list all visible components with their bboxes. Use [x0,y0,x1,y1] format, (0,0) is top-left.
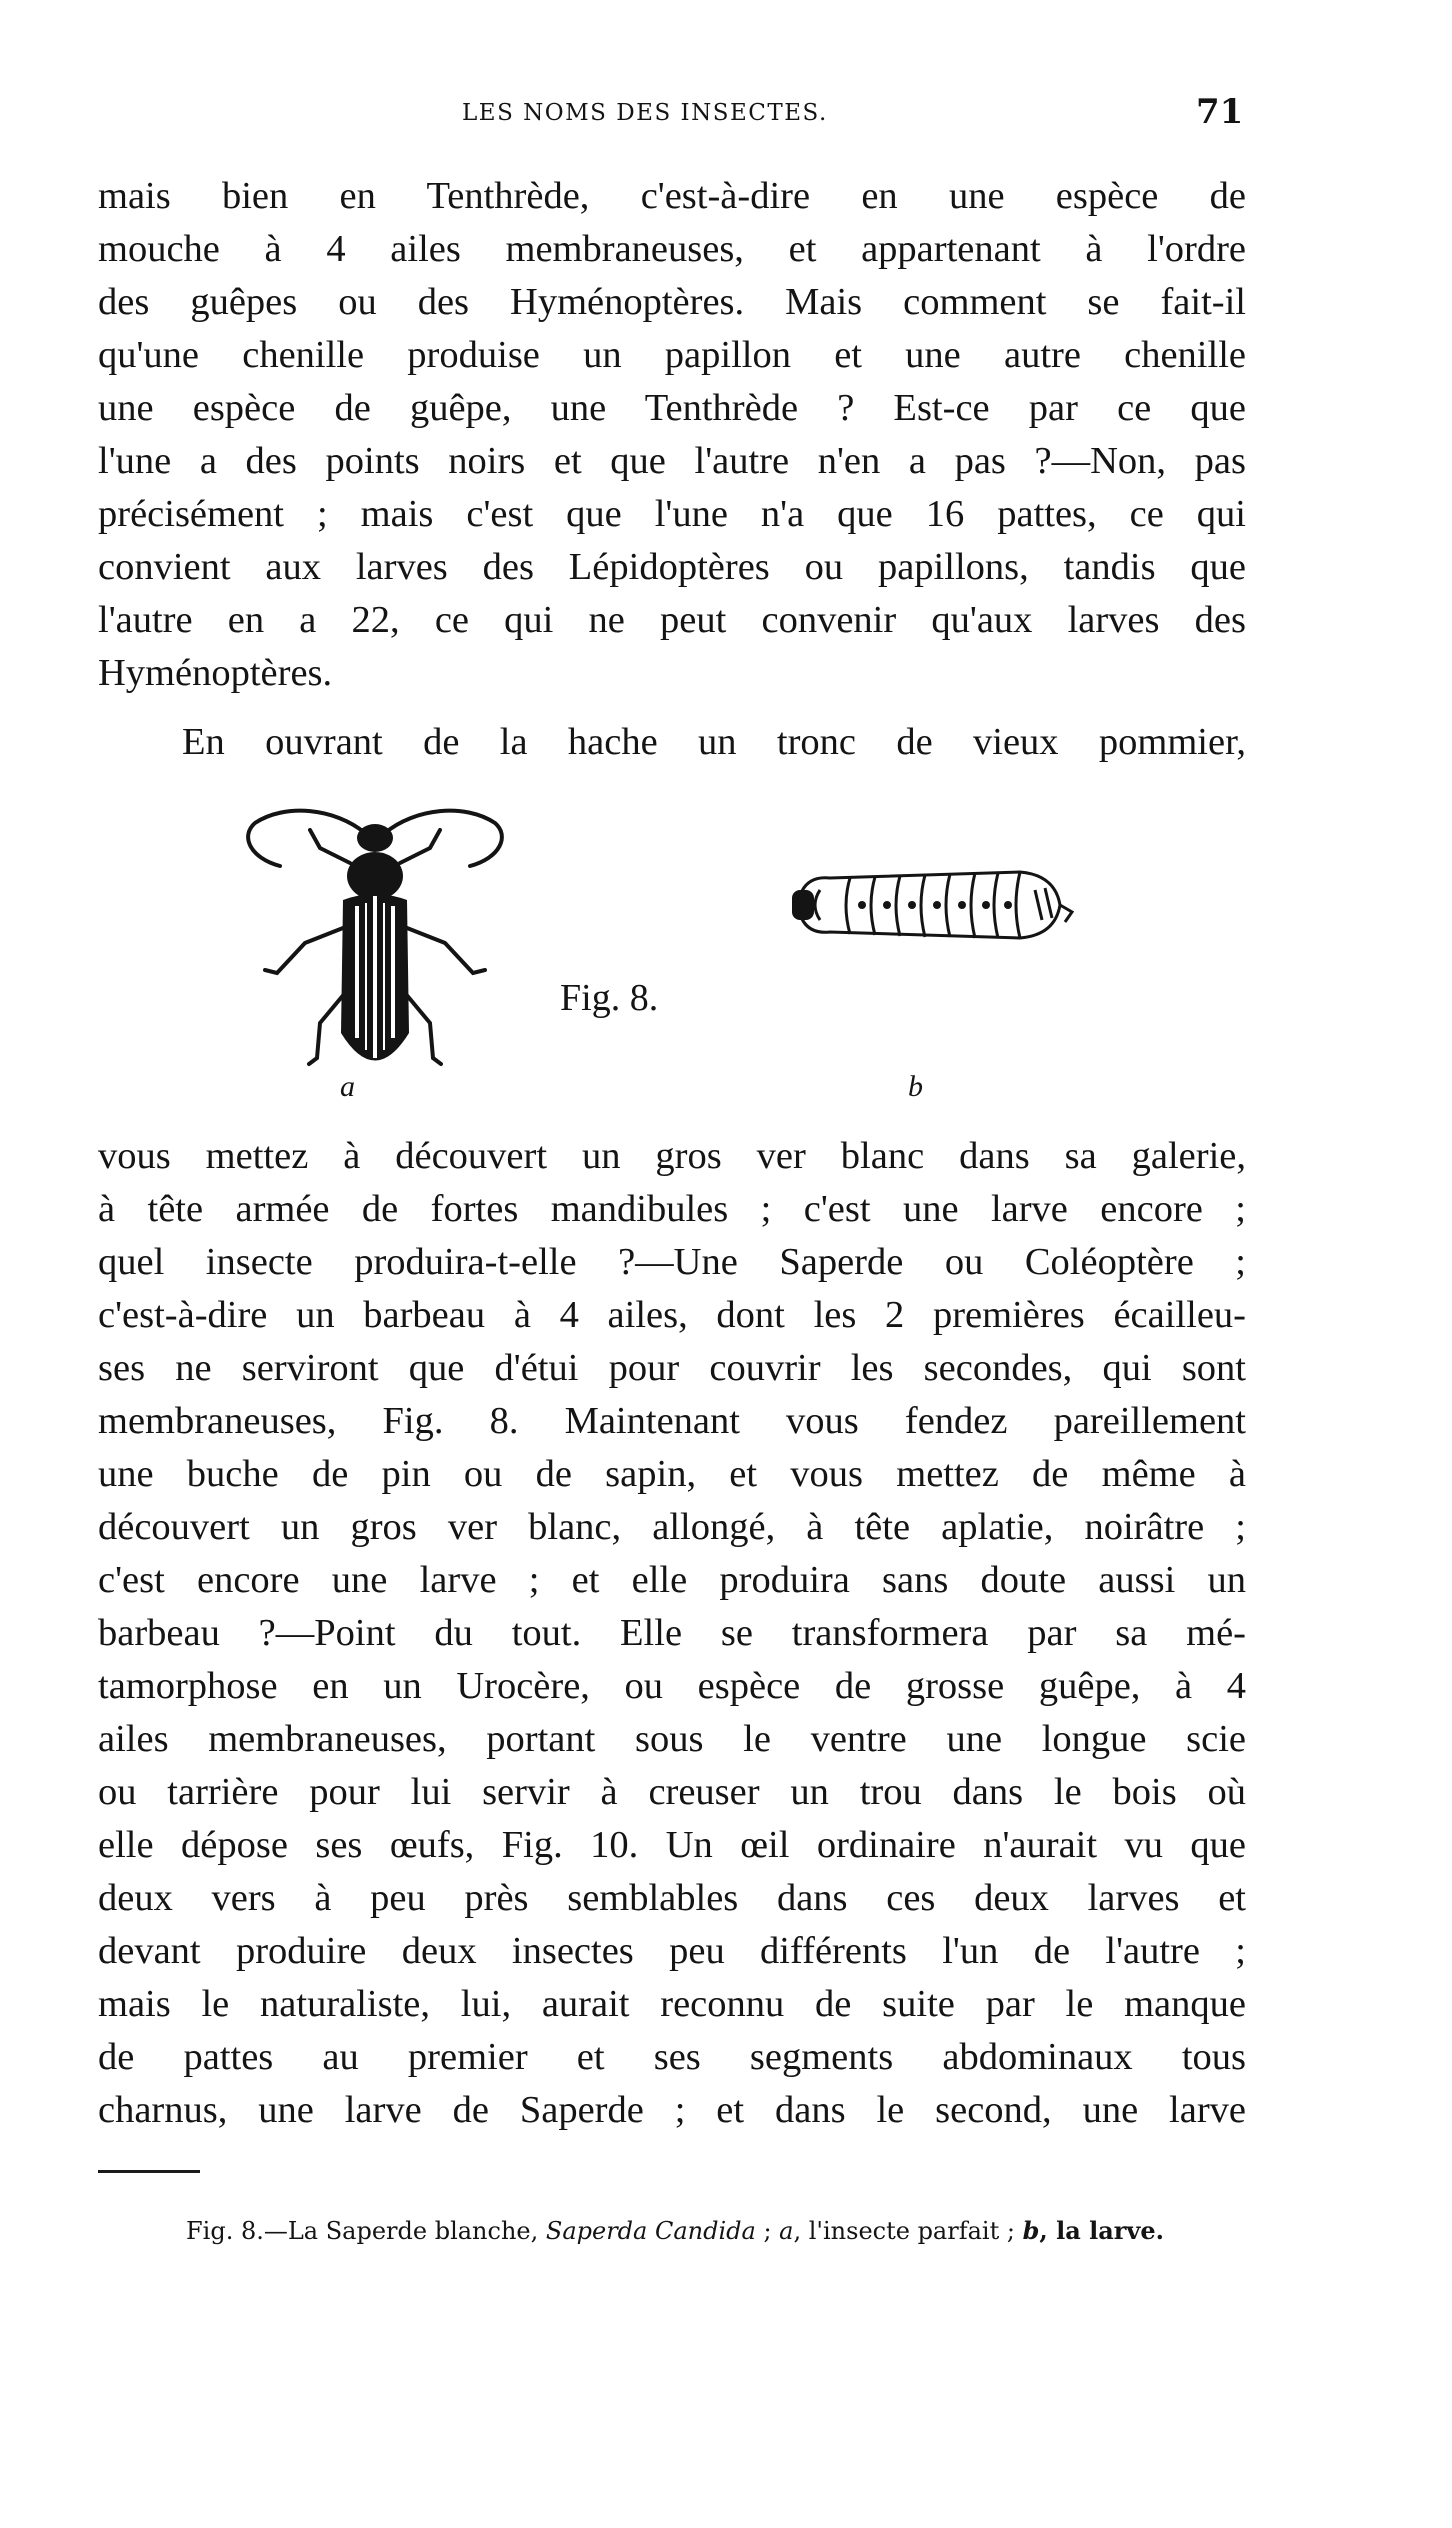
text-line: précisément ; mais c'est que l'une n'a que 16 pattes, ce qui [98,493,1246,535]
text-line: des guêpes ou des Hyménoptères. Mais comment se fait-il [98,281,1246,323]
beetle-illustration [225,788,525,1088]
text-line: qu'une chenille produise un papillon et une autre chenille [98,334,1246,376]
text-line: ou tarrière pour lui servir à creuser un trou dans le bois où [98,1771,1246,1813]
caption-species: Saperda Candida [545,2217,756,2245]
figure-sublabel-b: b [908,1070,923,1103]
figure-caption [186,2216,1164,2245]
figure-sublabel-a: a [340,1070,355,1103]
text-line: deux vers à peu près semblables dans ces deux larves et [98,1877,1246,1919]
text-line: mais bien en Tenthrède, c'est-à-dire en une espèce de [98,175,1246,217]
text-line: mouche à 4 ailes membraneuses, et appartenant à l'ordre [98,228,1246,270]
caption-separator: ; [755,2217,780,2245]
caption-text-a: , l'insecte parfait ; [793,2217,1023,2245]
larva-illustration [780,850,1080,960]
figure-label: Fig. 8. [560,977,659,1019]
text-line: Hyménoptères. [98,652,333,694]
caption-text-b: , la larve. [1039,2216,1164,2245]
text-line: c'est encore une larve ; et elle produira sans doute aussi un [98,1559,1246,1601]
caption-letter-b: b [1022,2216,1040,2245]
text-line: devant produire deux insectes peu différents l'un de l'autre ; [98,1930,1246,1972]
text-line: une espèce de guêpe, une Tenthrède ? Est-ce par ce que [98,387,1246,429]
text-line: ailes membraneuses, portant sous le ventre une longue scie [98,1718,1246,1760]
text-line: mais le naturaliste, lui, aurait reconnu de suite par le manque [98,1983,1246,2025]
text-line: barbeau ?—Point du tout. Elle se transformera par sa mé- [98,1612,1246,1654]
text-line: c'est-à-dire un barbeau à 4 ailes, dont les 2 premières écailleu- [98,1294,1246,1336]
text-line: une buche de pin ou de sapin, et vous mettez de même à [98,1453,1246,1495]
text-line: vous mettez à découvert un gros ver blanc dans sa galerie, [98,1135,1246,1177]
text-line: convient aux larves des Lépidoptères ou papillons, tandis que [98,546,1246,588]
caption-letter-a: a [779,2217,794,2245]
text-line: ses ne serviront que d'étui pour couvrir les secondes, qui sont [98,1347,1246,1389]
text-line: de pattes au premier et ses segments abdominaux tous [98,2036,1246,2078]
page-number: 71 [1196,92,1244,132]
text-line: En ouvrant de la hache un tronc de vieux pommier, [182,721,1246,763]
figure-8 [0,780,1452,1120]
text-line: tamorphose en un Urocère, ou espèce de grosse guêpe, à 4 [98,1665,1246,1707]
paragraph-main [98,1130,1246,2137]
text-line: quel insecte produira-t-elle ?—Une Saperde ou Coléoptère ; [98,1241,1246,1283]
text-line: elle dépose ses œufs, Fig. 10. Un œil ordinaire n'aurait vu que [98,1824,1246,1866]
running-head: LES NOMS DES INSECTES. [462,100,828,126]
text-line: découvert un gros ver blanc, allongé, à tête aplatie, noirâtre ; [98,1506,1246,1548]
text-line: l'une a des points noirs et que l'autre n'en a pas ?—Non, pas [98,440,1246,482]
text-line: membraneuses, Fig. 8. Maintenant vous fendez pareillement [98,1400,1246,1442]
text-line: à tête armée de fortes mandibules ; c'est une larve encore ; [98,1188,1246,1230]
paragraph-continued [98,170,1246,700]
footnote-rule [98,2170,200,2173]
caption-prefix: Fig. 8.—La Saperde blanche, [186,2217,546,2245]
text-line: charnus, une larve de Saperde ; et dans le second, une larve [98,2089,1246,2131]
text-line: l'autre en a 22, ce qui ne peut convenir qu'aux larves des [98,599,1246,641]
paragraph-opening [98,716,1246,769]
